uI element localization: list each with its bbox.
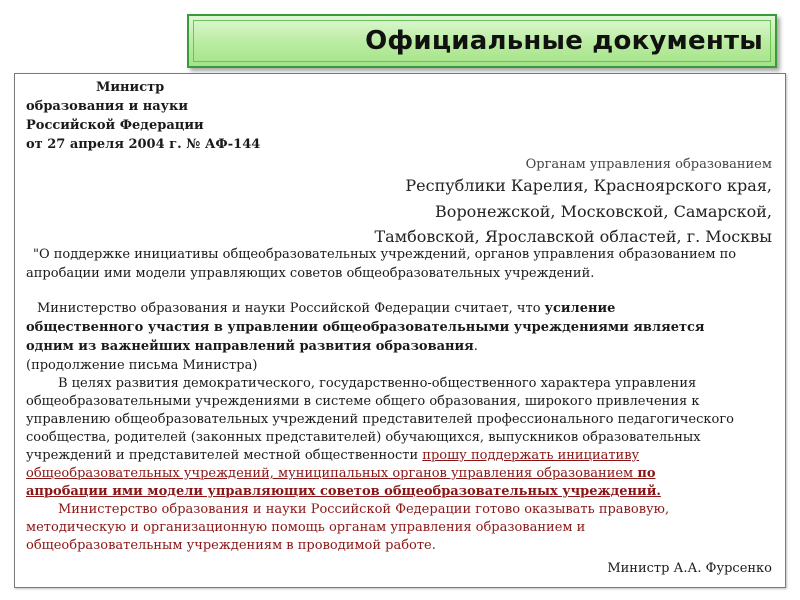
recipient-line-2: Республики Карелия, Красноярского края, bbox=[405, 176, 772, 195]
para2-line-6 bbox=[26, 465, 656, 483]
sender-line-1: Министр bbox=[96, 80, 165, 95]
signature: Министр А.А. Фурсенко bbox=[607, 561, 772, 576]
sender-line-3: Российской Федерации bbox=[26, 118, 204, 133]
subject-line-2: апробации ими модели управляющих советов общеобразовательных учреждений. bbox=[26, 266, 595, 281]
para1-line-1-regular: Министерство образования и науки Российской Федерации считает, что bbox=[37, 301, 545, 316]
title-banner bbox=[187, 14, 777, 68]
para2-line-3: управлению общеобразовательных учреждений представителей профессионального педагогического bbox=[26, 412, 734, 427]
para1-line-2: общественного участия в управлении общеобразовательными учреждениями является bbox=[26, 320, 705, 335]
para3-line-3: общеобразовательным учреждениям в проводимой работе. bbox=[26, 538, 436, 553]
subject-line-1: "О поддержке инициативы общеобразовательных учреждений, органов управления образованием по bbox=[33, 247, 737, 262]
para2-line-1: В целях развития демократического, государственно-общественного характера управления bbox=[58, 376, 697, 391]
para2-line-2: общеобразовательными учреждениями в системе общего образования, широкого привлечения к bbox=[26, 394, 700, 409]
para2-line-6-bold: по bbox=[637, 466, 656, 481]
continuation-note: (продолжение письма Министра) bbox=[26, 358, 258, 373]
para2-line-5-highlight: прошу поддержать инициативу bbox=[422, 448, 640, 463]
para1-line-3-end: . bbox=[473, 339, 478, 354]
page-title: Официальные документы bbox=[365, 26, 763, 56]
para3-line-2: методическую и организационную помощь органам управления образованием и bbox=[26, 520, 586, 535]
para1-line-1-bold: усиление bbox=[544, 301, 616, 316]
para2-line-6-highlight: общеобразовательных учреждений, муниципальных органов управления образованием bbox=[26, 466, 638, 481]
para2-line-4: сообщества, родителей (законных представителей) обучающихся, выпускников образовательных bbox=[26, 430, 701, 445]
recipient-line-3: Воронежской, Московской, Самарской, bbox=[435, 202, 772, 221]
sender-date-number: от 27 апреля 2004 г. № АФ-144 bbox=[26, 137, 261, 152]
document-frame bbox=[14, 73, 786, 588]
para3-line-1: Министерство образования и науки Российской Федерации готово оказывать правовую, bbox=[58, 502, 670, 517]
para2-line-5 bbox=[26, 447, 639, 465]
para2-line-5-regular: учреждений и представителей местной общественности bbox=[26, 448, 423, 463]
para2-line-7: апробации ими модели управляющих советов общеобразовательных учреждений. bbox=[26, 484, 661, 499]
recipient-line-4: Тамбовской, Ярославской областей, г. Москвы bbox=[374, 227, 772, 246]
para1-line-3 bbox=[26, 338, 478, 356]
para1-line-1 bbox=[37, 300, 615, 318]
para1-line-3-bold: одним из важнейших направлений развития образования bbox=[26, 339, 474, 354]
sender-line-2: образования и науки bbox=[26, 99, 189, 114]
recipient-line-1: Органам управления образованием bbox=[525, 157, 772, 172]
